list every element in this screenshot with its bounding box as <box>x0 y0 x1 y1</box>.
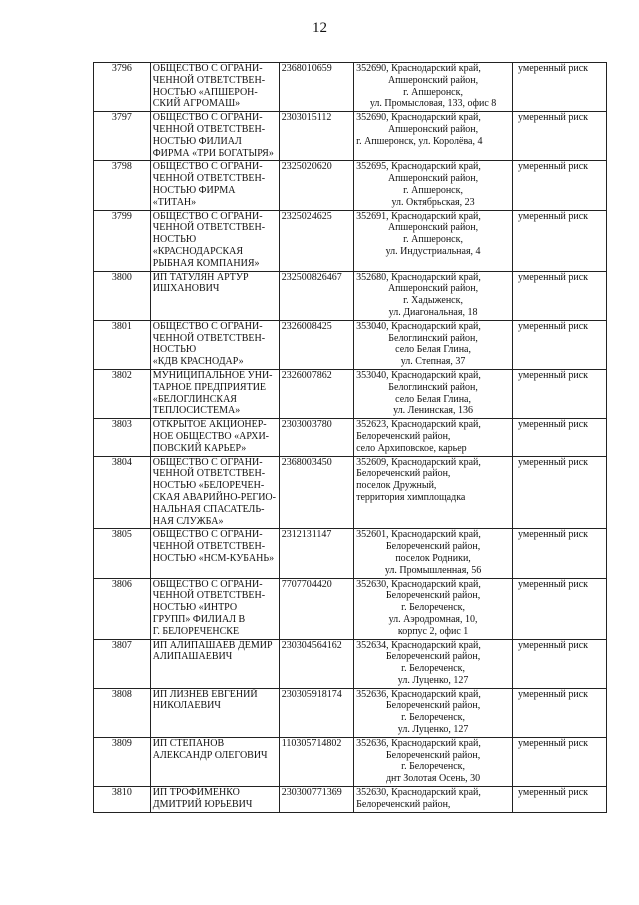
organization-name-line: ОБЩЕСТВО С ОГРАНИ- <box>152 112 263 124</box>
address-line: г. Хадыженск, <box>403 295 463 307</box>
address-line: Белоглинский район, <box>388 332 478 344</box>
risk-category <box>513 271 607 320</box>
organization-name <box>150 320 279 369</box>
organization-name <box>150 112 279 161</box>
inn-value: 230304564162 <box>279 639 353 688</box>
inn-value: 232500826467 <box>279 271 353 320</box>
organization-name-line: НОСТЬЮ <box>152 344 197 356</box>
row-number: 3803 <box>94 419 151 456</box>
address-line: 352690, Краснодарский край, <box>356 112 481 124</box>
address-line: ул. Луценко, 127 <box>397 724 469 736</box>
address-line: 352623, Краснодарский край, <box>356 419 481 431</box>
inn-value: 2303015112 <box>279 112 353 161</box>
risk-category-text: умеренный риск <box>518 161 589 173</box>
address-line: 352634, Краснодарский край, <box>356 639 481 651</box>
risk-category <box>513 456 607 529</box>
risk-category <box>513 787 607 813</box>
organization-name-line: НАЯ СЛУЖБА» <box>152 515 224 527</box>
risk-category <box>513 578 607 639</box>
address-line: г. Апшеронск, ул. Королёва, 4 <box>356 135 483 147</box>
organization-name-line: «БЕЛОГЛИНСКАЯ <box>152 393 237 405</box>
risk-category-text: умеренный риск <box>518 271 589 283</box>
address-line: 353040, Краснодарский край, <box>356 320 481 332</box>
address-line: Апшеронский район, <box>387 74 479 86</box>
inn-value: 7707704420 <box>279 578 353 639</box>
organization-name-line: АЛЕКСАНДР ОЛЕГОВИЧ <box>152 749 268 761</box>
organization-name-line: НИКОЛАЕВИЧ <box>152 700 221 712</box>
address-line: 352609, Краснодарский край, <box>356 456 481 468</box>
address-line: Белореченский район, <box>356 798 451 810</box>
risk-category <box>513 210 607 271</box>
organization-name-line: ЧЕННОЙ ОТВЕТСТВЕН- <box>152 468 266 480</box>
organization-name-line: ИП АЛИПАШАЕВ ДЕМИР <box>152 639 273 651</box>
risk-category <box>513 688 607 737</box>
organization-name-line: НОЕ ОБЩЕСТВО «АРХИ- <box>152 430 269 442</box>
risk-category <box>513 369 607 418</box>
address-line: г. Белореченск, <box>401 602 466 614</box>
organization-name-line: ОБЩЕСТВО С ОГРАНИ- <box>152 210 263 222</box>
inn-value: 2312131147 <box>279 529 353 578</box>
address <box>354 787 513 813</box>
table-row <box>94 271 607 320</box>
organization-name-line: ИП ТАТУЛЯН АРТУР <box>152 271 249 283</box>
organization-name-line: НАЛЬНАЯ СПАСАТЕЛЬ- <box>152 503 265 515</box>
address-line: г. Апшеронск, <box>403 184 463 196</box>
organization-name-line: «КРАСНОДАРСКАЯ <box>152 245 244 257</box>
registry-body <box>94 63 607 813</box>
organization-name-line: ДМИТРИЙ ЮРЬЕВИЧ <box>152 798 253 810</box>
risk-category <box>513 419 607 456</box>
address <box>354 456 513 529</box>
address-line: Белореченский район, <box>356 468 451 480</box>
risk-category-text: умеренный риск <box>518 787 589 799</box>
address-line: Апшеронский район, <box>387 173 479 185</box>
organization-name-line: ОБЩЕСТВО С ОГРАНИ- <box>152 63 263 74</box>
table-row <box>94 161 607 210</box>
row-number: 3809 <box>94 737 151 786</box>
row-number: 3808 <box>94 688 151 737</box>
address-line: Белореченский район, <box>385 749 481 761</box>
address-line: Белореченский район, <box>356 430 451 442</box>
address-line: 352680, Краснодарский край, <box>356 271 481 283</box>
address <box>354 639 513 688</box>
risk-category-text: умеренный риск <box>518 529 589 541</box>
organization-name <box>150 161 279 210</box>
address <box>354 529 513 578</box>
address-line: днт Золотая Осень, 30 <box>385 773 481 785</box>
organization-name-line: НОСТЬЮ «АПШЕРОН- <box>152 86 258 98</box>
organization-name-line: РЫБНАЯ КОМПАНИЯ» <box>152 257 260 269</box>
organization-name-line: ЧЕННОЙ ОТВЕТСТВЕН- <box>152 123 266 135</box>
inn-value: 110305714802 <box>279 737 353 786</box>
organization-name-line: НОСТЬЮ «НСМ-КУБАНЬ» <box>152 552 275 564</box>
risk-category <box>513 63 607 112</box>
organization-name-line: НОСТЬЮ «ИНТРО <box>152 602 238 614</box>
table-row <box>94 688 607 737</box>
address-line: г. Белореченск, <box>401 663 466 675</box>
address-line: Белореченский район, <box>385 700 481 712</box>
organization-name-line: НОСТЬЮ ФИЛИАЛ <box>152 135 242 147</box>
row-number: 3805 <box>94 529 151 578</box>
address-line: ул. Октябрьская, 23 <box>391 196 475 208</box>
table-row <box>94 787 607 813</box>
risk-category <box>513 529 607 578</box>
row-number: 3801 <box>94 320 151 369</box>
address <box>354 271 513 320</box>
address-line: ул. Индустриальная, 4 <box>385 245 481 257</box>
organization-name-line: ИП ТРОФИМЕНКО <box>152 787 240 799</box>
address <box>354 369 513 418</box>
inn-value: 2325020620 <box>279 161 353 210</box>
risk-category-text: умеренный риск <box>518 639 589 651</box>
address-line: ул. Аэродромная, 10, <box>388 613 478 625</box>
inn-value: 2326007862 <box>279 369 353 418</box>
organization-name-line: СКАЯ АВАРИЙНО-РЕГИО- <box>152 491 276 503</box>
address-line: г. Белореченск, <box>401 761 466 773</box>
organization-name <box>150 787 279 813</box>
address <box>354 210 513 271</box>
risk-category-text: умеренный риск <box>518 112 589 124</box>
organization-name <box>150 419 279 456</box>
organization-name-line: «ТИТАН» <box>152 196 197 208</box>
organization-name <box>150 369 279 418</box>
address-line: село Белая Глина, <box>395 393 471 405</box>
address-line: 352601, Краснодарский край, <box>356 529 481 541</box>
organization-name-line: ОБЩЕСТВО С ОГРАНИ- <box>152 529 263 541</box>
row-number: 3804 <box>94 456 151 529</box>
address-line: Белореченский район, <box>385 541 481 553</box>
address-line: корпус 2, офис 1 <box>397 625 469 637</box>
organization-name-line: ОБЩЕСТВО С ОГРАНИ- <box>152 161 263 173</box>
address-line: село Архиповское, карьер <box>356 442 467 454</box>
address <box>354 737 513 786</box>
inn-value: 2326008425 <box>279 320 353 369</box>
address-line: 353040, Краснодарский край, <box>356 369 481 381</box>
risk-category-text: умеренный риск <box>518 210 589 222</box>
organization-name-line: ЧЕННОЙ ОТВЕТСТВЕН- <box>152 590 266 602</box>
address <box>354 688 513 737</box>
organization-name <box>150 737 279 786</box>
organization-name <box>150 456 279 529</box>
organization-name <box>150 63 279 112</box>
table-row <box>94 210 607 271</box>
row-number: 3798 <box>94 161 151 210</box>
address-line: Белоглинский район, <box>388 381 478 393</box>
address-line: поселок Родники, <box>395 552 471 564</box>
organization-name-line: СКИЙ АГРОМАШ» <box>152 98 241 110</box>
organization-name-line: Г. БЕЛОРЕЧЕНСКЕ <box>152 625 240 637</box>
address <box>354 419 513 456</box>
risk-category-text: умеренный риск <box>518 369 589 381</box>
risk-category-text: умеренный риск <box>518 320 589 332</box>
address-line: г. Апшеронск, <box>403 234 463 246</box>
risk-category <box>513 112 607 161</box>
address-line: поселок Дружный, <box>356 480 437 492</box>
row-number: 3796 <box>94 63 151 112</box>
table-row <box>94 63 607 112</box>
address-line: Белореченский район, <box>385 590 481 602</box>
organization-name-line: ТАРНОЕ ПРЕДПРИЯТИЕ <box>152 381 267 393</box>
address-line: Белореченский район, <box>385 651 481 663</box>
table-row <box>94 737 607 786</box>
risk-category-text: умеренный риск <box>518 737 589 749</box>
risk-category-text: умеренный риск <box>518 456 589 468</box>
organization-name-line: ИП ЛИЗНЕВ ЕВГЕНИЙ <box>152 688 258 700</box>
registry-table <box>93 62 607 813</box>
organization-name-line: ЧЕННОЙ ОТВЕТСТВЕН- <box>152 332 266 344</box>
inn-value: 2303003780 <box>279 419 353 456</box>
organization-name-line: НОСТЬЮ <box>152 234 197 246</box>
organization-name-line: ЧЕННОЙ ОТВЕТСТВЕН- <box>152 74 266 86</box>
inn-value: 2368003450 <box>279 456 353 529</box>
address-line: ул. Диагональная, 18 <box>388 306 478 318</box>
address-line: 352630, Краснодарский край, <box>356 578 481 590</box>
organization-name <box>150 578 279 639</box>
address <box>354 161 513 210</box>
row-number: 3806 <box>94 578 151 639</box>
table-row <box>94 320 607 369</box>
address-line: ул. Промышленная, 56 <box>384 564 482 576</box>
address-line: ул. Степная, 37 <box>400 356 466 368</box>
organization-name-line: НОСТЬЮ «БЕЛОРЕЧЕН- <box>152 480 265 492</box>
risk-category <box>513 320 607 369</box>
organization-name <box>150 529 279 578</box>
address <box>354 112 513 161</box>
address-line: 352691, Краснодарский край, <box>356 210 481 222</box>
address <box>354 578 513 639</box>
address-line: ул. Ленинская, 136 <box>393 405 474 417</box>
row-number: 3799 <box>94 210 151 271</box>
inn-value: 230305918174 <box>279 688 353 737</box>
organization-name-line: ИШХАНОВИЧ <box>152 283 220 295</box>
table-row <box>94 578 607 639</box>
address-line: ул. Промысловая, 133, офис 8 <box>369 98 497 110</box>
inn-value: 2325024625 <box>279 210 353 271</box>
organization-name-line: ТЕПЛОСИСТЕМА» <box>152 405 241 417</box>
risk-category-text: умеренный риск <box>518 688 589 700</box>
row-number: 3810 <box>94 787 151 813</box>
organization-name <box>150 688 279 737</box>
inn-value: 2368010659 <box>279 63 353 112</box>
risk-category-text: умеренный риск <box>518 63 589 74</box>
organization-name-line: ОБЩЕСТВО С ОГРАНИ- <box>152 320 263 332</box>
address-line: Апшеронский район, <box>387 222 479 234</box>
risk-category <box>513 639 607 688</box>
organization-name-line: ЧЕННОЙ ОТВЕТСТВЕН- <box>152 222 266 234</box>
organization-name-line: ЧЕННОЙ ОТВЕТСТВЕН- <box>152 173 266 185</box>
organization-name-line: АЛИПАШАЕВИЧ <box>152 651 233 663</box>
address-line: село Белая Глина, <box>395 344 471 356</box>
organization-name-line: ОБЩЕСТВО С ОГРАНИ- <box>152 578 263 590</box>
organization-name-line: «КДВ КРАСНОДАР» <box>152 356 244 368</box>
address-line: 352636, Краснодарский край, <box>356 688 481 700</box>
address-line: г. Белореченск, <box>401 712 466 724</box>
risk-category-text: умеренный риск <box>518 578 589 590</box>
table-row <box>94 419 607 456</box>
organization-name <box>150 210 279 271</box>
table-row <box>94 369 607 418</box>
address-line: г. Апшеронск, <box>403 86 463 98</box>
address-line: 352636, Краснодарский край, <box>356 737 481 749</box>
address-line: 352695, Краснодарский край, <box>356 161 481 173</box>
address <box>354 63 513 112</box>
row-number: 3802 <box>94 369 151 418</box>
risk-category-text: умеренный риск <box>518 419 589 431</box>
organization-name-line: НОСТЬЮ ФИРМА <box>152 184 236 196</box>
organization-name-line: ПОВСКИЙ КАРЬЕР» <box>152 442 247 454</box>
table-row <box>94 529 607 578</box>
organization-name-line: МУНИЦИПАЛЬНОЕ УНИ- <box>152 369 273 381</box>
address <box>354 320 513 369</box>
risk-category <box>513 161 607 210</box>
risk-category <box>513 737 607 786</box>
organization-name <box>150 271 279 320</box>
address-line: территория химплощадка <box>356 491 466 503</box>
row-number: 3797 <box>94 112 151 161</box>
table-row <box>94 112 607 161</box>
organization-name-line: ГРУПП» ФИЛИАЛ В <box>152 613 246 625</box>
row-number: 3807 <box>94 639 151 688</box>
organization-name-line: ЧЕННОЙ ОТВЕТСТВЕН- <box>152 541 266 553</box>
organization-name-line: ОБЩЕСТВО С ОГРАНИ- <box>152 456 263 468</box>
page-number: 12 <box>312 20 327 36</box>
table-row <box>94 456 607 529</box>
table-row <box>94 639 607 688</box>
row-number: 3800 <box>94 271 151 320</box>
organization-name <box>150 639 279 688</box>
address-line: Апшеронский район, <box>387 123 479 135</box>
organization-name-line: ОТКРЫТОЕ АКЦИОНЕР- <box>152 419 267 431</box>
organization-name-line: ИП СТЕПАНОВ <box>152 737 225 749</box>
inn-value: 230300771369 <box>279 787 353 813</box>
address-line: 352690, Краснодарский край, <box>356 63 481 74</box>
address-line: Апшеронский район, <box>387 283 479 295</box>
organization-name-line: ФИРМА «ТРИ БОГАТЫРЯ» <box>152 147 274 159</box>
address-line: ул. Луценко, 127 <box>397 674 469 686</box>
address-line: 352630, Краснодарский край, <box>356 787 481 799</box>
